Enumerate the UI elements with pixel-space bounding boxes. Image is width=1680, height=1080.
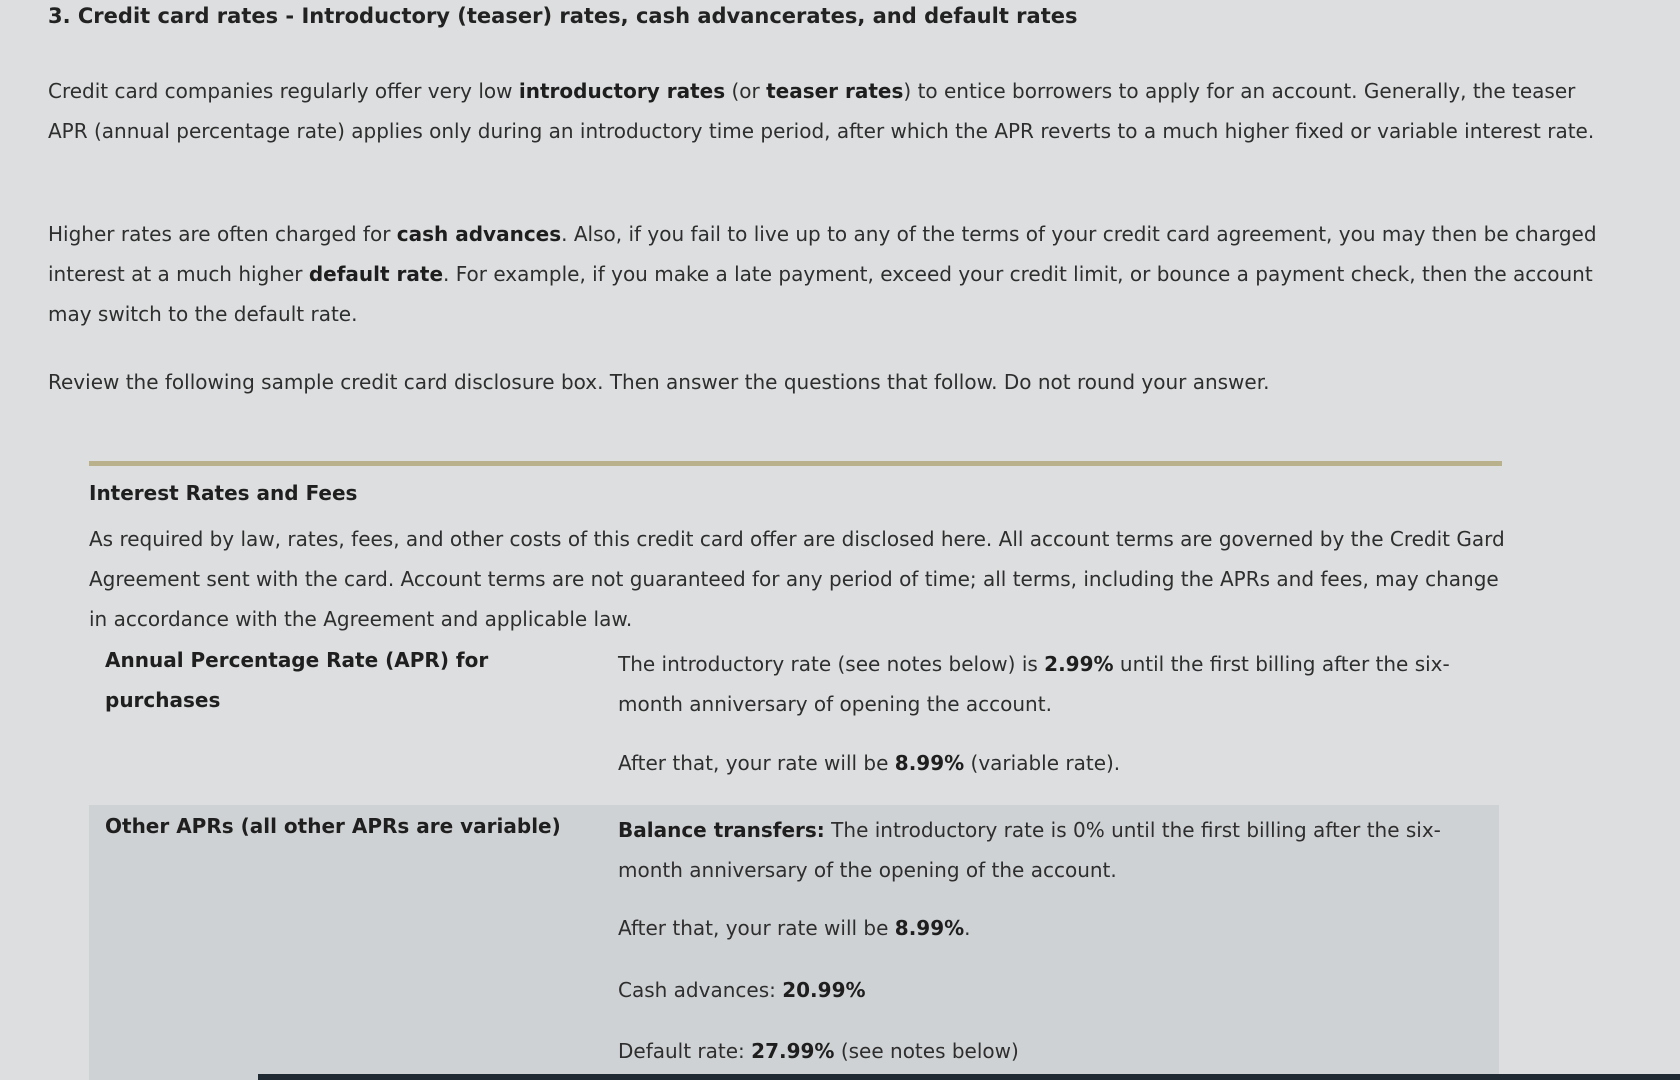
- cash-default-paragraph: [48, 214, 1608, 334]
- teaser-rates-term: teaser rates: [766, 79, 904, 103]
- purchases-apr-label: Annual Percentage Rate (APR) for purchases: [105, 648, 489, 712]
- balance-transfers-label: Balance transfers:: [618, 818, 825, 842]
- paragraph-text: (or: [725, 79, 767, 103]
- rate-text: until the first billing after the six-month anniversary of opening the account.: [618, 652, 1450, 716]
- purchases-intro-rate-value: 2.99%: [1044, 652, 1114, 676]
- balance-transfers-after-rate-value: 8.99%: [894, 916, 965, 940]
- instructions-paragraph: Review the following sample credit card disclosure box. Then answer the questions that follow. Do not round your answer.: [48, 370, 1270, 394]
- default-rate-term: default rate: [308, 262, 444, 286]
- cash-advances-text: [618, 970, 1498, 1010]
- default-rate-value: 27.99%: [751, 1039, 835, 1063]
- rate-text: The introductory rate is 0% until the first billing after the six-month anniversary of the opening of the account.: [618, 818, 1441, 882]
- balance-transfers-text: [618, 810, 1498, 890]
- paragraph-text: ) to entice borrowers to apply for an account. Generally, the teaser APR (annual percentage rate) applies only during an introductory time period, after which the APR reverts to a much higher fixed or variable interest rate.: [48, 79, 1595, 143]
- question-title: 3. Credit card rates - Introductory (teaser) rates, cash advancerates, and default rates: [48, 4, 1078, 28]
- paragraph-text: . For example, if you make a late payment, exceed your credit limit, or bounce a payment check, then the account may switch to the default rate.: [48, 262, 1593, 326]
- purchases-after-rate-text: [618, 743, 1498, 783]
- cash-advances-term: cash advances: [396, 222, 562, 246]
- default-rate-note: (see notes below): [834, 1039, 1019, 1063]
- default-rate-text: [618, 1031, 1498, 1071]
- bottom-edge-bar: [258, 1074, 1680, 1080]
- cash-advances-rate-value: 20.99%: [782, 978, 866, 1002]
- paragraph-text: Higher rates are often charged for: [48, 222, 397, 246]
- intro-rates-paragraph: [48, 71, 1608, 151]
- disclosure-title: Interest Rates and Fees: [89, 481, 358, 505]
- paragraph-text: Credit card companies regularly offer very low: [48, 79, 519, 103]
- rate-text: After that, your rate will be: [618, 751, 895, 775]
- rate-text: (variable rate).: [964, 751, 1121, 775]
- balance-transfers-after-text: [618, 908, 1498, 948]
- other-aprs-label: Other APRs (all other APRs are variable): [105, 814, 561, 838]
- default-rate-label: Default rate:: [618, 1039, 752, 1063]
- disclosure-intro: As required by law, rates, fees, and other costs of this credit card offer are disclosed here. All account terms are governed by the Credit Gard Agreement sent with the card. Account terms are not guaranteed for any period of time; all terms, including the APRs and fees, may change in accordance with the Agreement and applicable law.: [89, 527, 1505, 631]
- rate-text: After that, your rate will be: [618, 916, 895, 940]
- cash-advances-label: Cash advances:: [618, 978, 783, 1002]
- disclosure-top-rule: [89, 461, 1502, 466]
- rate-text: The introductory rate (see notes below) is: [618, 652, 1045, 676]
- purchases-after-rate-value: 8.99%: [894, 751, 965, 775]
- rate-text: .: [964, 916, 971, 940]
- purchases-intro-rate-text: [618, 644, 1498, 724]
- introductory-rates-term: introductory rates: [518, 79, 726, 103]
- paragraph-text: . Also, if you fail to live up to any of the terms of your credit card agreement, you may then be charged interest at a much higher: [48, 222, 1597, 286]
